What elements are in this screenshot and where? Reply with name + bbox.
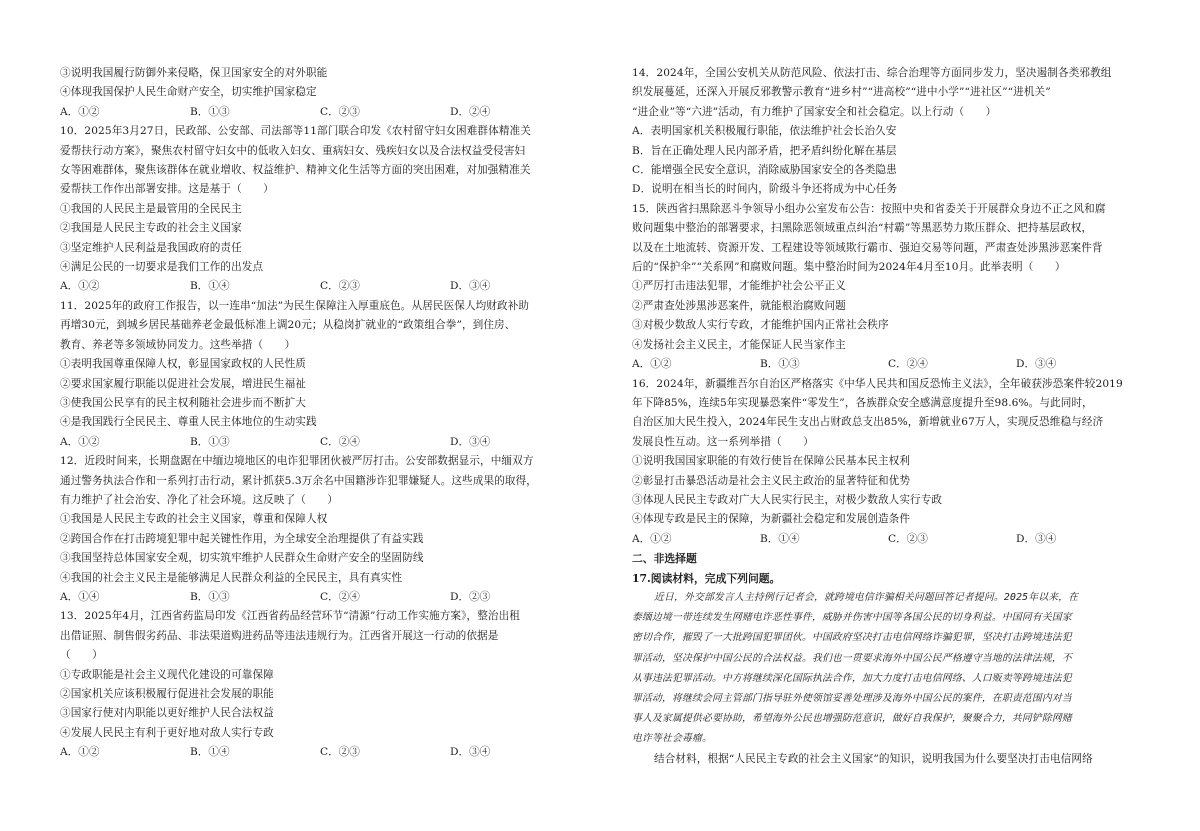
q9-item-4: ④体现我国保护人民生命财产安全，切实维护国家稳定 [60, 86, 317, 99]
q10-option-a[interactable]: A．①② [60, 280, 100, 293]
q10-stem-line: 爱帮扶行动方案》，聚焦农村留守妇女中的低收入妇女、重病妇女、残疾妇女以及合法权益受侵害妇 [60, 144, 526, 157]
q16-stem-line: 16．2024年，新疆维吾尔自治区严格落实《中华人民共和国反恐怖主义法》，全年破获涉恐案件较2019 [632, 377, 1123, 390]
q11-item: ④是我国践行全民民主、尊重人民主体地位的生动实践 [60, 416, 317, 429]
q12-option-d[interactable]: D．②③ [450, 590, 491, 603]
q17-material-line: 电诈等社会毒瘤。 [632, 733, 712, 745]
q9-option-d[interactable]: D．②④ [450, 105, 491, 118]
q12-stem-line: 12．近段时间来，长期盘踞在中缅边境地区的电诈犯罪团伙被严厉打击。公安部数据显示，中缅双方 [60, 455, 534, 468]
q15-option-a[interactable]: A．①② [632, 358, 672, 371]
q10-options [60, 277, 580, 296]
q9-option-a[interactable]: A．①② [60, 105, 100, 118]
q12-item: ②跨国合作在打击跨境犯罪中起关键性作用，为全球安全治理提供了有益实践 [60, 532, 424, 545]
q16-item: ③体现人民民主专政对广大人民实行民主，对极少数敌人实行专政 [632, 493, 943, 506]
q12-item: ④我国的社会主义民主是能够满足人民群众利益的全民民主，具有真实性 [60, 571, 403, 584]
q16-options [632, 530, 1144, 549]
q12-option-a[interactable]: A．①④ [60, 590, 100, 603]
q17-question: 结合材料，根据“人民民主专政的社会主义国家”的知识，说明我国为什么要坚决打击电信网络 [654, 752, 1093, 765]
q13-stem-line: 出借证照、制售假劣药品、非法渠道购进药品等违法违规行为。江西省开展这一行动的依据是 [60, 629, 499, 642]
q9-item-3: ③说明我国履行防御外来侵略，保卫国家安全的对外职能 [60, 67, 328, 79]
q11-stem-line: 11．2025年的政府工作报告，以一连串“加法”为民生保障注入厚重底色。从居民医保人均财政补助 [60, 299, 530, 312]
q17-material-line: 罪活动，将继续会同主管部门指导驻外使领馆妥善处理涉及海外中国公民的案件，在职责范围内对当 [632, 692, 1072, 704]
q16-stem-line: 自治区加大民生投入，2024年民生支出占财政总支出85%，新增就业67万人，实现反恐维稳与经济 [632, 416, 1104, 429]
q11-stem-line: 再增30元，到城乡居民基础养老金最低标准上调20元；从稳岗扩就业的“政策组合拳”，到住房、 [60, 319, 516, 332]
q16-item: ②彰显打击暴恐活动是社会主义民主政治的显著特征和优势 [632, 474, 911, 487]
q14-stem-line: 14．2024年，全国公安机关从防范风险、依法打击、综合治理等方面同步发力，坚决遏制各类邪教组 [632, 67, 1112, 79]
q12-item: ③我国坚持总体国家安全观，切实筑牢维护人民群众生命财产安全的坚固防线 [60, 552, 424, 565]
q15-item: ①严厉打击违法犯罪，才能维护社会公平正义 [632, 280, 846, 293]
q14-stem-line: 织发展蔓延，还深入开展反邪教警示教育“进乡村”“进高校”“进中小学”“进社区”“进机关” [632, 86, 1051, 99]
q13-option-b[interactable]: B．①④ [190, 746, 230, 759]
q10-stem-line: 女等困难群体，聚焦该群体在就业增收、权益维护、精神文化生活等方面的突出困难，对加强精准关 [60, 164, 531, 177]
q16-option-d[interactable]: D．③④ [1016, 532, 1057, 545]
q12-stem-line: 通过警务执法合作和一系列打击行动，累计抓获5.3万余名中国籍涉诈犯罪嫌疑人。这些成果的取得， [60, 474, 537, 487]
q11-stem-line: 教育、养老等多领域协同发力。这些举措（ ） [60, 338, 296, 351]
q16-option-b[interactable]: B．①④ [760, 532, 800, 545]
q17-material-line: 泰缅边境一带连续发生网赌电诈恶性事件，威胁并伤害中国等各国公民的切身利益。中国同有关国家 [632, 612, 1072, 624]
q15-stem-line: 败问题集中整治的部署要求，扫黑除恶领域重点纠治“村霸”等黑恶势力欺压群众、把持基层政权， [632, 222, 1093, 235]
q12-item: ①我国是人民民主专政的社会主义国家，尊重和保障人权 [60, 513, 328, 526]
q13-item: ①专政职能是社会主义现代化建设的可靠保障 [60, 668, 274, 681]
q15-option-d[interactable]: D．③④ [1016, 358, 1057, 371]
q10-stem-line: 爱帮扶工作作出部署安排。这是基于（ ） [60, 183, 274, 196]
q13-stem-line: 13．2025年4月，江西省药监局印发《江西省药品经营环节“清源”行动工作实施方案》，整治出租 [60, 610, 520, 623]
q11-item: ①表明我国尊重保障人权，彰显国家政权的人民性质 [60, 358, 306, 371]
q14-option-c[interactable]: C．能增强全民安全意识，消除威胁国家安全的各类隐患 [632, 164, 897, 177]
q13-options [60, 743, 580, 762]
q10-option-c[interactable]: C．②③ [320, 280, 360, 293]
q14-option-b[interactable]: B．旨在正确处理人民内部矛盾，把矛盾纠纷化解在基层 [632, 144, 897, 157]
q10-item: ③坚定维护人民利益是我国政府的责任 [60, 241, 242, 254]
q9-option-c[interactable]: C．②③ [320, 105, 360, 118]
q14-stem-line: “进企业”等“六进”活动，有力维护了国家安全和社会稳定。以上行动（ ） [632, 105, 997, 118]
q12-options [60, 588, 580, 607]
q15-option-b[interactable]: B．①③ [760, 358, 800, 371]
right-column [632, 64, 1144, 769]
q15-stem-line: 以及在土地流转、资源开发、工程建设等领域欺行霸市、强迫交易等问题，严肃查处涉黑涉恶案件背 [632, 241, 1103, 254]
left-column [60, 64, 580, 763]
q16-stem-line: 发展良性互动。这一系列举措（ ） [632, 435, 814, 448]
q10-option-d[interactable]: D．③④ [450, 280, 491, 293]
q14-option-a[interactable]: A．表明国家机关积极履行职能，依法维护社会长治久安 [632, 125, 897, 138]
q15-item: ②严肃查处涉黑涉恶案件，就能根治腐败问题 [632, 299, 846, 312]
q10-item: ①我国的人民民主是最管用的全民民主 [60, 202, 242, 215]
q17-material-line: 罪活动，坚决保护中国公民的合法权益。我们也一贯要求海外中国公民严格遵守当地的法律法规，不 [632, 652, 1072, 664]
q16-item: ①说明我国国家职能的有效行使旨在保障公民基本民主权利 [632, 455, 911, 468]
q17-material-line: 近日，外交部发言人主持例行记者会，就跨境电信诈骗相关问题回答记者提问。2025年以来，在 [654, 591, 1079, 603]
q17-material-line: 事人及家属提供必要协助，希望海外公民也增强防范意识，做好自我保护，聚聚合力，共同铲除网赌 [632, 713, 1072, 725]
q15-options [632, 355, 1144, 374]
q12-stem-line: 有力维护了社会治安、净化了社会环境。这反映了（ ） [60, 493, 339, 506]
q16-option-a[interactable]: A．①② [632, 532, 672, 545]
q16-item: ④体现专政是民主的保障，为新疆社会稳定和发展创造条件 [632, 513, 911, 526]
q11-option-d[interactable]: D．③④ [450, 435, 491, 448]
q17-title: 17.阅读材料，完成下列问题。 [632, 571, 781, 585]
q11-option-c[interactable]: C．②④ [320, 435, 360, 448]
q16-option-c[interactable]: C．②③ [888, 532, 928, 545]
q11-option-b[interactable]: B．①③ [190, 435, 230, 448]
q13-item: ③国家行使对内职能以更好维护人民合法权益 [60, 707, 274, 720]
q13-item: ②国家机关应该积极履行促进社会发展的职能 [60, 688, 274, 700]
q11-options [60, 433, 580, 452]
q10-item: ④满足公民的一切要求是我们工作的出发点 [60, 261, 264, 274]
q11-item: ②要求国家履行职能以促进社会发展，增进民生福祉 [60, 377, 306, 390]
q10-item: ②我国是人民民主专政的社会主义国家 [60, 222, 242, 235]
q13-option-a[interactable]: A．①② [60, 746, 100, 759]
q13-item: ④发展人民民主有利于更好地对敌人实行专政 [60, 726, 274, 739]
q14-option-d[interactable]: D．说明在相当长的时间内，阶级斗争还将成为中心任务 [632, 183, 898, 196]
q13-option-d[interactable]: D．③④ [450, 746, 491, 759]
q15-item: ④发扬社会主义民主，才能保证人民当家作主 [632, 338, 846, 351]
q16-stem-line: 年下降85%，连续5年实现暴恐案件“零发生”，各族群众安全感满意度提升至98.6%。与此同时， [632, 396, 1093, 409]
q10-stem-line: 10．2025年3月27日，民政部、公安部、司法部等11部门联合印发《农村留守妇女困难群体精准关 [60, 125, 531, 138]
q9-option-b[interactable]: B．①③ [190, 105, 230, 118]
q15-item: ③对极少数敌人实行专政，才能维护国内正常社会秩序 [632, 319, 889, 332]
q17-material-line: 密切合作，摧毁了一大批跨国犯罪团伙。中国政府坚决打击电信网络诈骗犯罪，坚决打击跨境违法犯 [632, 632, 1072, 644]
q15-stem-line: 后的“保护伞”“关系网”和腐败问题。集中整治时间为2024年4月至10月。此举表明（ ） [632, 261, 1066, 274]
q15-option-c[interactable]: C．②④ [888, 358, 928, 371]
q9-options [60, 103, 580, 122]
q12-option-b[interactable]: B．①③ [190, 590, 230, 603]
q10-option-b[interactable]: B．①④ [190, 280, 230, 293]
q11-item: ③使我国公民享有的民主权利随社会进步而不断扩大 [60, 396, 306, 409]
q13-option-c[interactable]: C．②③ [320, 746, 360, 759]
q15-stem-line: 15．陕西省扫黑除恶斗争领导小组办公室发布公告：按照中央和省委关于开展群众身边不正之风和腐 [632, 202, 1106, 215]
q11-option-a[interactable]: A．①② [60, 435, 100, 448]
q17-material-line: 从事违法犯罪活动。中方将继续深化国际执法合作，加大力度打击电信网络、人口贩卖等跨境违法犯 [632, 672, 1072, 684]
q12-option-c[interactable]: C．②④ [320, 590, 360, 603]
section-title-nonchoice: 二、非选择题 [632, 552, 697, 566]
q13-stem-line: （ ） [60, 649, 103, 662]
